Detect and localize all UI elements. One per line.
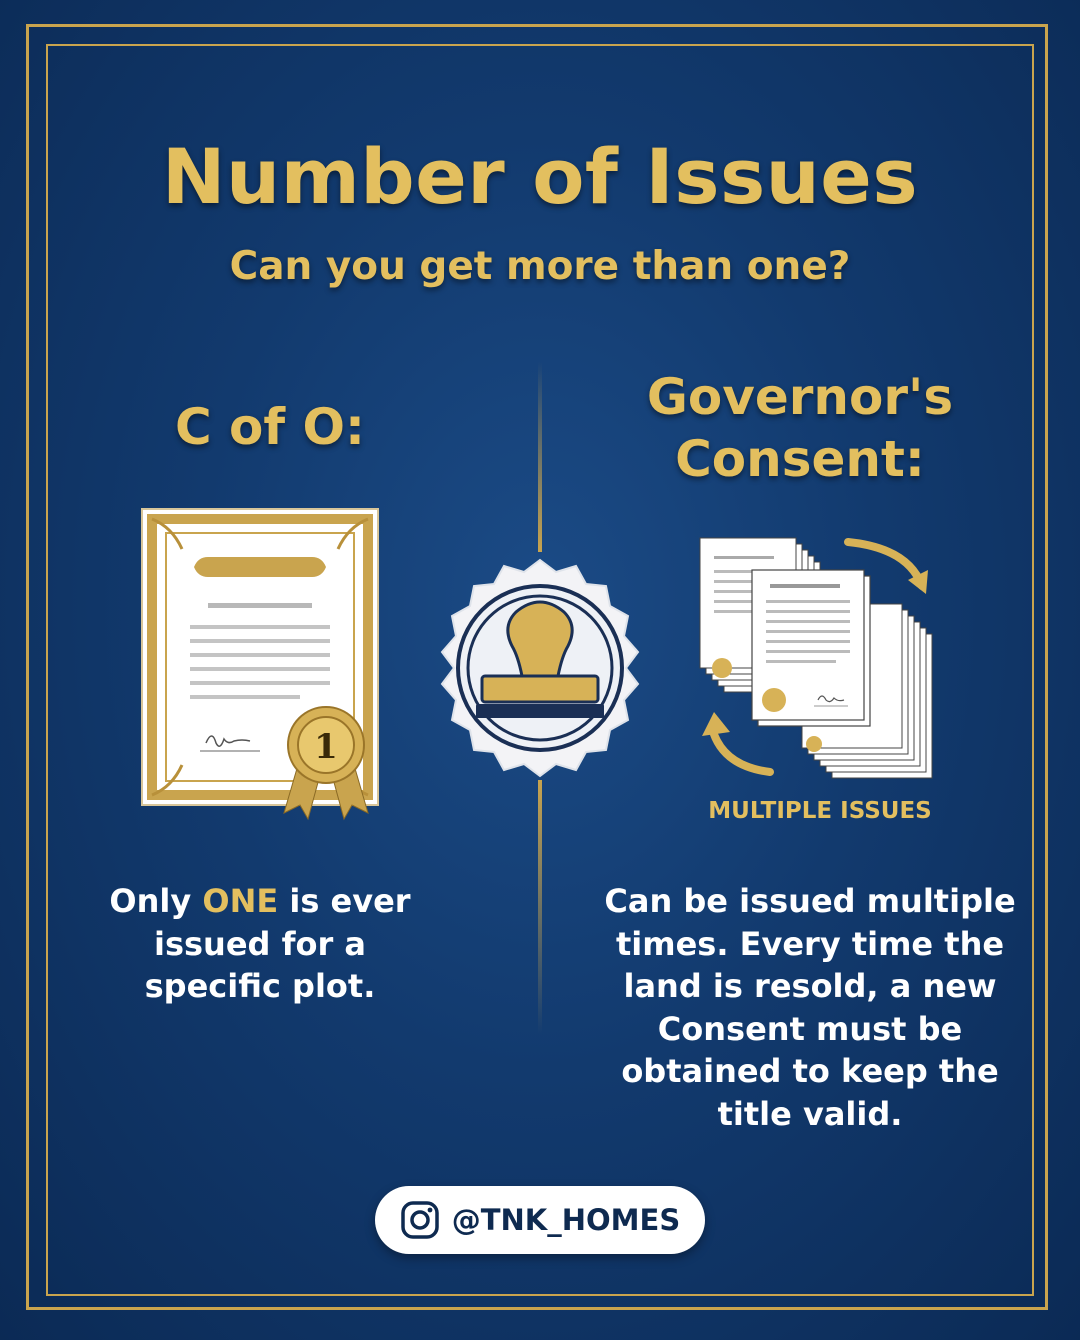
c-of-o-text-highlight: ONE	[202, 882, 279, 920]
multiple-documents-icon	[696, 528, 946, 788]
divider-top	[538, 362, 542, 552]
divider-bottom	[538, 780, 542, 1034]
c-of-o-heading: C of O:	[174, 398, 366, 456]
instagram-icon	[400, 1200, 440, 1240]
page-title: Number of Issues	[161, 132, 919, 221]
multiple-issues-label: MULTIPLE ISSUES	[708, 798, 932, 824]
governors-consent-heading-line2: Consent:	[675, 430, 925, 488]
instagram-handle: @TNK_HOMES	[451, 1203, 681, 1237]
certificate-icon	[138, 505, 383, 825]
c-of-o-description	[100, 880, 420, 1008]
page-subtitle: Can you get more than one?	[229, 244, 851, 289]
governors-consent-heading	[620, 366, 980, 490]
governors-consent-description: Can be issued multiple times. Every time the land is resold, a new Consent must be obtained to keep the title valid.	[604, 882, 1016, 1133]
governors-consent-heading-line1: Governor's	[646, 368, 954, 426]
stamp-seal-icon	[430, 558, 650, 778]
c-of-o-text-before: Only	[109, 882, 203, 920]
c-of-o-text-after: is ever issued for a specific plot.	[144, 882, 411, 1005]
instagram-handle-pill[interactable]	[375, 1186, 705, 1254]
badge-number: 1	[314, 727, 338, 767]
